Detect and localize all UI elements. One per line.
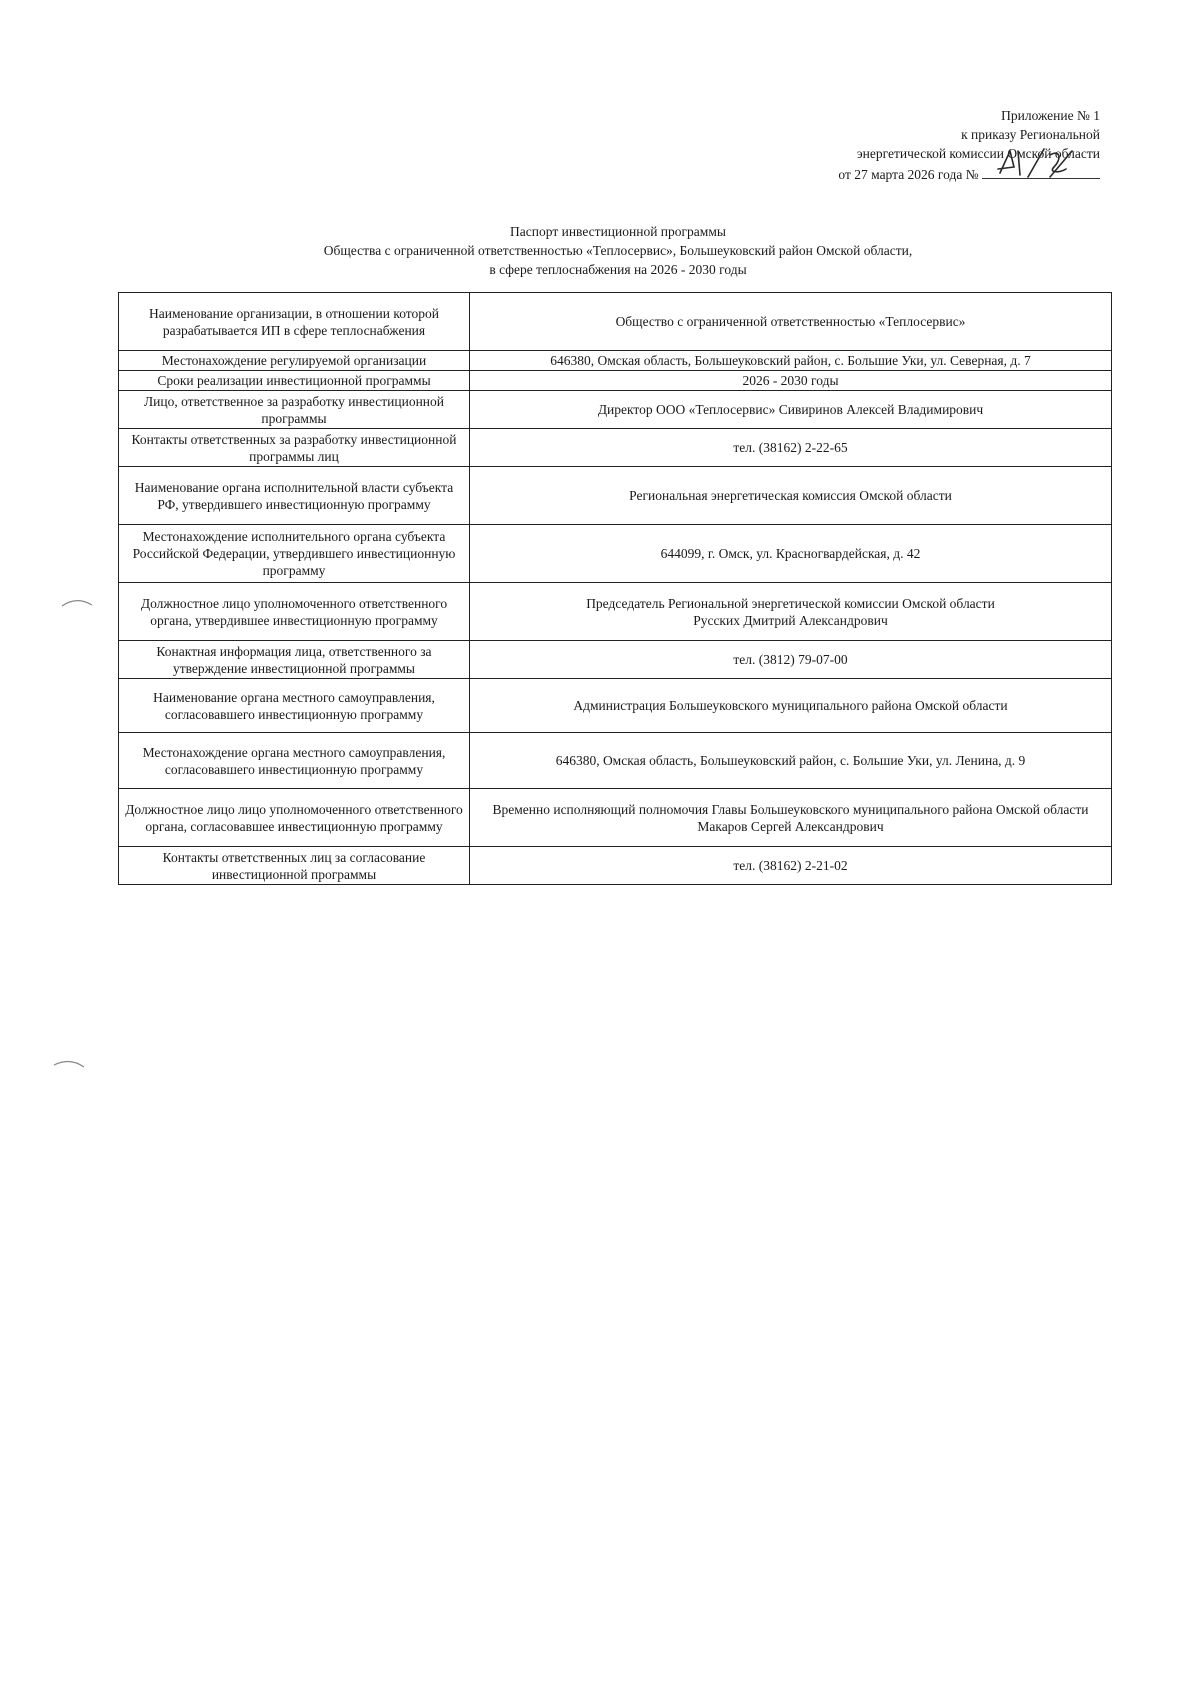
appendix-header [838, 106, 1100, 184]
order-date-text: от 27 марта 2026 года № [838, 167, 979, 182]
row-value-line-2: Русских Дмитрий Александрович [693, 612, 888, 628]
passport-table [118, 292, 1112, 885]
row-label: Сроки реализации инвестиционной программы [119, 371, 470, 391]
row-value: 646380, Омская область, Большеуковский район, с. Большие Уки, ул. Северная, д. 7 [470, 351, 1112, 371]
appendix-line-4 [838, 163, 1100, 184]
row-label: Контакты ответственных за разработку инвестиционной программы лиц [119, 429, 470, 467]
table-row [119, 371, 1112, 391]
table-row [119, 789, 1112, 847]
row-value: тел. (3812) 79-07-00 [470, 641, 1112, 679]
title-line-2: Общества с ограниченной ответственностью «Теплосервис», Большеуковский район Омской области, [323, 243, 913, 258]
row-value: Временно исполняющий полномочия Главы Большеуковского муниципального района Омской области Макаров Сергей Александрович [470, 789, 1112, 847]
row-label: Должностное лицо лицо уполномоченного ответственного органа, согласовавшее инвестиционную программу [119, 789, 470, 847]
table-row [119, 391, 1112, 429]
table-row [119, 641, 1112, 679]
scan-edge-mark [60, 596, 94, 610]
table-row [119, 583, 1112, 641]
appendix-line-1: Приложение № 1 [1001, 108, 1100, 123]
row-value: тел. (38162) 2-21-02 [470, 847, 1112, 885]
row-value: Региональная энергетическая комиссия Омской области [470, 467, 1112, 525]
row-label: Наименование органа местного самоуправления, согласовавшего инвестиционную программу [119, 679, 470, 733]
row-label: Должностное лицо уполномоченного ответственного органа, утвердившее инвестиционную программу [119, 583, 470, 641]
table-row [119, 293, 1112, 351]
scan-edge-mark [52, 1056, 86, 1070]
order-number-field [982, 163, 1100, 179]
row-value: тел. (38162) 2-22-65 [470, 429, 1112, 467]
appendix-line-2: к приказу Региональной [961, 127, 1100, 142]
row-label: Лицо, ответственное за разработку инвестиционной программы [119, 391, 470, 429]
row-value: Общество с ограниченной ответственностью «Теплосервис» [470, 293, 1112, 351]
document-title [118, 222, 1118, 279]
row-label: Контакты ответственных лиц за согласование инвестиционной программы [119, 847, 470, 885]
table-row [119, 429, 1112, 467]
row-value-line-1: Председатель Региональной энергетической комиссии Омской области [586, 595, 995, 611]
handwritten-number-mark [988, 147, 1078, 181]
row-value: Администрация Большеуковского муниципального района Омской области [470, 679, 1112, 733]
table-row [119, 525, 1112, 583]
row-value: 2026 - 2030 годы [470, 371, 1112, 391]
row-label: Местонахождение регулируемой организации [119, 351, 470, 371]
row-value: Директор ООО «Теплосервис» Сивиринов Алексей Владимирович [470, 391, 1112, 429]
row-label: Наименование органа исполнительной власти субъекта РФ, утвердившего инвестиционную программу [119, 467, 470, 525]
row-label: Местонахождение исполнительного органа субъекта Российской Федерации, утвердившего инвестиционную программу [119, 525, 470, 583]
table-row [119, 733, 1112, 789]
title-line-1: Паспорт инвестиционной программы [510, 224, 726, 239]
title-line-3: в сфере теплоснабжения на 2026 - 2030 годы [489, 262, 747, 277]
row-label: Местонахождение органа местного самоуправления, согласовавшего инвестиционную программу [119, 733, 470, 789]
table-row [119, 467, 1112, 525]
row-label: Конактная информация лица, ответственного за утверждение инвестиционной программы [119, 641, 470, 679]
row-value: 646380, Омская область, Большеуковский район, с. Большие Уки, ул. Ленина, д. 9 [470, 733, 1112, 789]
row-value [470, 583, 1112, 641]
table-row [119, 847, 1112, 885]
appendix-line-3: энергетической комиссии Омской области [856, 146, 1100, 161]
table-row [119, 351, 1112, 371]
row-value: 644099, г. Омск, ул. Красногвардейская, д. 42 [470, 525, 1112, 583]
row-label: Наименование организации, в отношении которой разрабатывается ИП в сфере теплоснабжения [119, 293, 470, 351]
table-row [119, 679, 1112, 733]
